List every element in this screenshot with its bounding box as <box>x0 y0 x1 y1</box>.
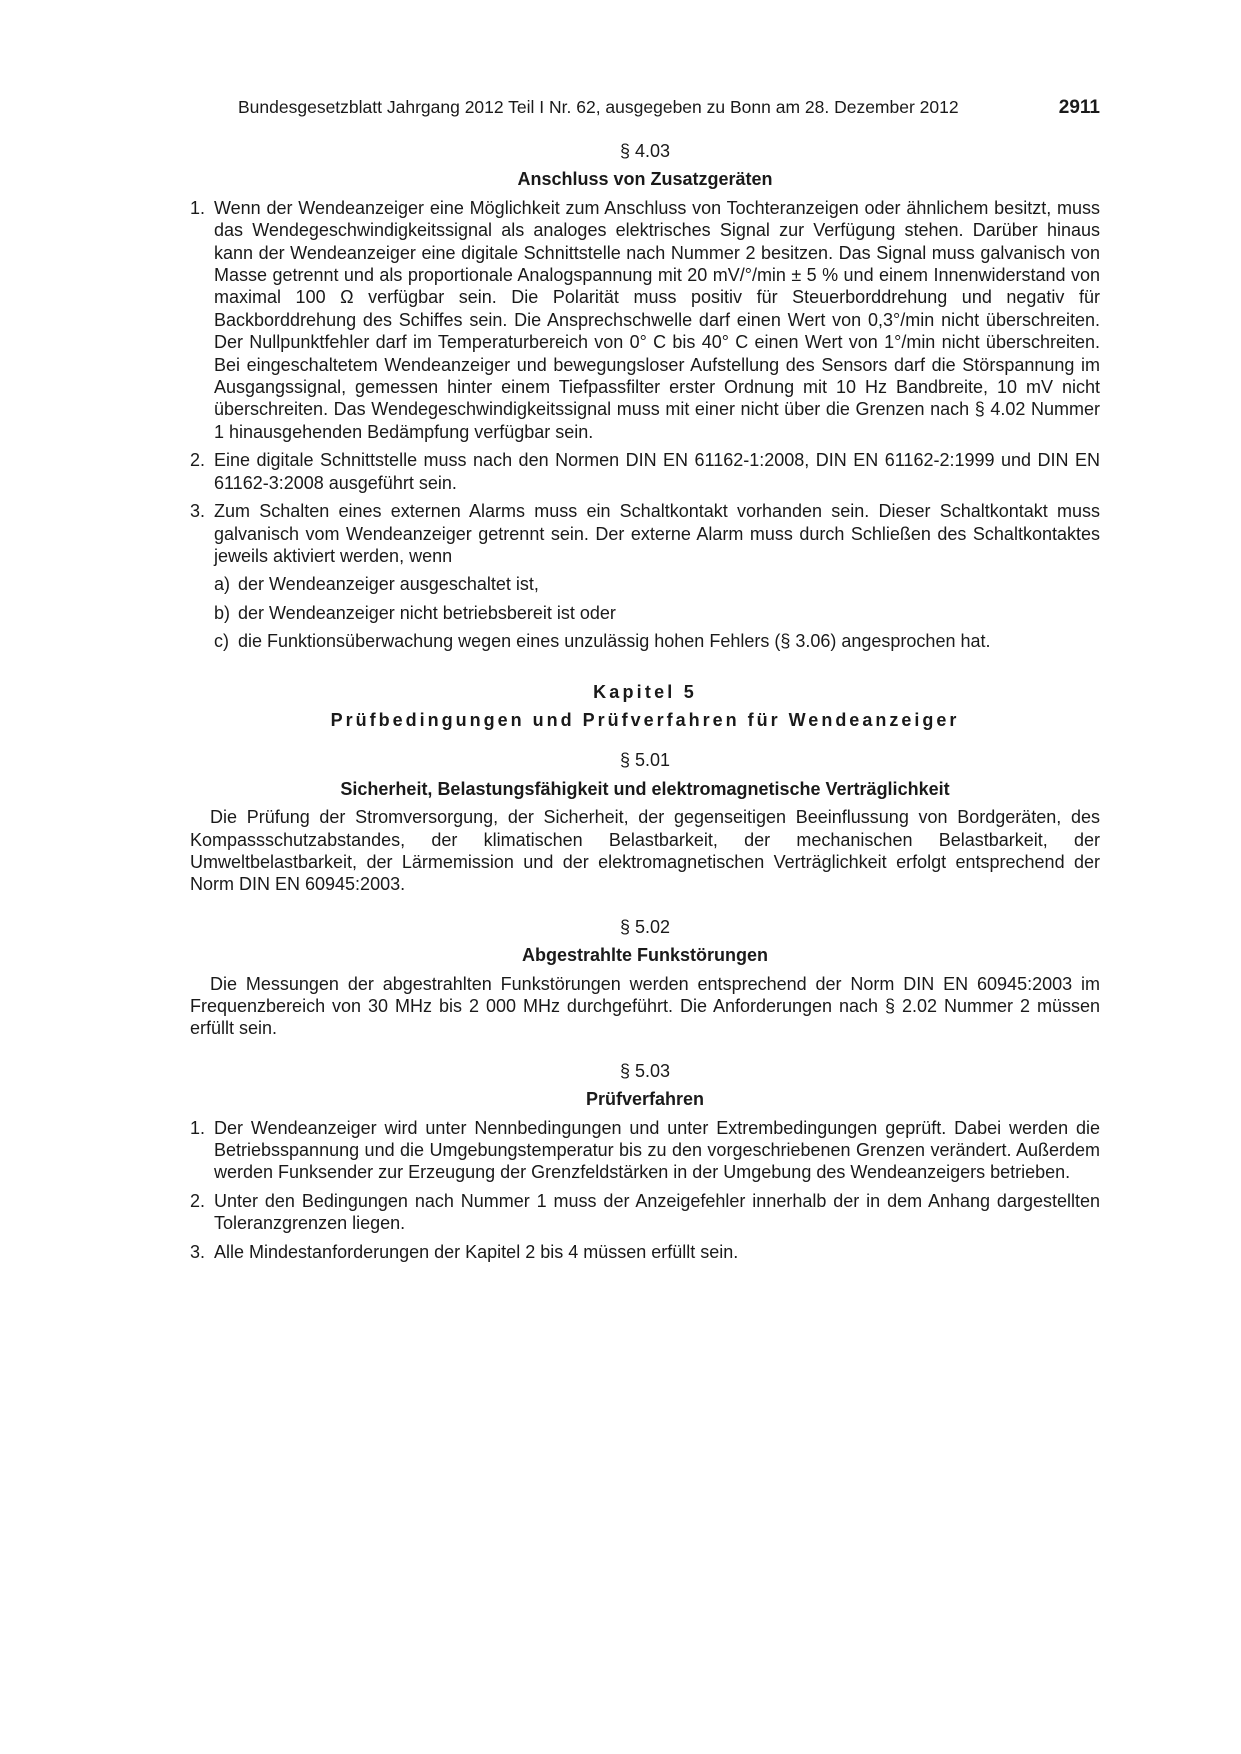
section-number: § 5.01 <box>619 750 671 771</box>
sub-list-item <box>214 602 1100 624</box>
section-5-03 <box>190 1060 1100 1263</box>
chapter-5 <box>190 681 1100 732</box>
list-item <box>190 197 1100 443</box>
item-number: 2. <box>190 450 206 471</box>
item-number: 1. <box>190 197 206 218</box>
item-number: 3. <box>190 1241 206 1262</box>
sub-item-letter: a) <box>214 574 231 595</box>
section-number: § 4.03 <box>619 141 671 161</box>
sub-item-letter: c) <box>214 631 229 652</box>
gazette-title: Bundesgesetzblatt Jahrgang 2012 Teil I Nr. 62, ausgegeben zu Bonn am 28. Dezember 2012 <box>238 97 959 117</box>
list-item <box>190 500 1100 567</box>
section-4-03 <box>190 140 1100 653</box>
sub-item-letter: b) <box>214 602 231 623</box>
sub-list-item <box>214 630 1100 652</box>
section-title: Sicherheit, Belastungsfähigkeit und elektromagnetische Verträglichkeit <box>340 778 950 799</box>
document-page <box>190 96 1100 1269</box>
sub-item-text: der Wendeanzeiger nicht betriebsbereit ist oder <box>238 602 616 623</box>
chapter-label: Kapitel 5 <box>593 681 697 702</box>
section-title: Prüfverfahren <box>585 1089 705 1110</box>
list-item <box>190 1190 1100 1235</box>
section-title: Anschluss von Zusatzgeräten <box>517 169 773 190</box>
page-header <box>190 96 1100 126</box>
item-number: 3. <box>190 501 206 522</box>
section-5-01 <box>190 749 1100 895</box>
item-text: Unter den Bedingungen nach Nummer 1 muss der Anzeigefehler innerhalb der in dem Anhang dargestellten Toleranzgrenzen liegen. <box>214 1190 1100 1234</box>
item-text: Der Wendeanzeiger wird unter Nennbedingungen und unter Extrembedingungen geprüft. Dabei werden die Betriebsspannung und die Umgebungstemperatur bis zu den vorgeschriebenen Grenzen verändert. Außerdem werden Funksender zur Erzeugung der Grenzfeldstärken in der Umgebung des Wendeanzeigers betrieben. <box>214 1117 1100 1183</box>
section-number: § 5.03 <box>619 1060 671 1081</box>
list-item <box>190 449 1100 494</box>
item-text: Zum Schalten eines externen Alarms muss ein Schaltkontakt vorhanden sein. Dieser Schaltkontakt muss galvanisch vom Wendeanzeiger getrennt sein. Der externe Alarm muss durch Schließen des Schaltkontaktes jeweils aktiviert werden, wenn <box>214 501 1100 566</box>
list-item <box>190 1241 1100 1263</box>
section-paragraph: Die Messungen der abgestrahlten Funkstörungen werden entsprechend der Norm DIN EN 60945:2003 im Frequenzbereich von 30 MHz bis 2 000 MHz durchgeführt. Die Anforderungen nach § 2.02 Nummer 2 müssen erfüllt sein. <box>190 973 1100 1039</box>
page-number: 2911 <box>1058 97 1100 118</box>
item-text: Eine digitale Schnittstelle muss nach den Normen DIN EN 61162-1:2008, DIN EN 61162-2:1999 und DIN EN 61162-3:2008 ausgeführt sein. <box>214 450 1100 493</box>
section-5-02 <box>190 916 1100 1040</box>
sub-item-text: der Wendeanzeiger ausgeschaltet ist, <box>238 574 539 595</box>
sub-list-item <box>214 573 1100 595</box>
sub-item-text: die Funktionsüberwachung wegen eines unzulässig hohen Fehlers (§ 3.06) angesprochen hat. <box>238 631 991 652</box>
section-title: Abgestrahlte Funkstörungen <box>521 945 768 966</box>
item-number: 2. <box>190 1190 206 1211</box>
item-text: Wenn der Wendeanzeiger eine Möglichkeit zum Anschluss von Tochteranzeigen oder ähnlichem besitzt, muss das Wendegeschwindigkeitssignal als analoges elektrisches Signal zur Verfügung stehen. Darüber hinaus kann der Wendeanzeiger eine digitale Schnittstelle nach Nummer 2 besitzen. Das Signal muss galvanisch von Masse getrennt und als proportionale Analogspannung mit 20 mV/°/min ± 5 % und einem Innenwiderstand von maximal 100 Ω verfügbar sein. Die Polarität muss positiv für Steuerborddrehung und negativ für Backborddrehung des Schiffes sein. Die Ansprechschwelle darf einen Wert von 0,3°/min nicht überschreiten. Der Nullpunktfehler darf im Temperaturbereich von 0° C bis 40° C einen Wert von 1°/min nicht überschreiten. Bei eingeschaltetem Wendeanzeiger und bewegungsloser Aufstellung des Sensors darf die Störspannung im Ausgangssignal, gemessen hinter einem Tiefpassfilter erster Ordnung mit 10 Hz Bandbreite, 10 mV nicht überschreiten. Das Wendegeschwindigkeitssignal muss mit einer nicht über die Grenzen nach § 4.02 Nummer 1 hinausgehenden Bedämpfung verfügbar sein. <box>214 197 1100 442</box>
section-paragraph: Die Prüfung der Stromversorgung, der Sicherheit, der gegenseitigen Beeinflussung von Bordgeräten, des Kompassschutzabstandes, der klimatischen Belastbarkeit, der mechanischen Belastbarkeit, der Umweltbelastbarkeit, der Lärmemission und der elektromagnetischen Verträglichkeit erfolgt entsprechend der Norm DIN EN 60945:2003. <box>190 807 1100 895</box>
item-text: Alle Mindestanforderungen der Kapitel 2 bis 4 müssen erfüllt sein. <box>214 1241 739 1262</box>
section-number: § 5.02 <box>619 916 671 937</box>
item-number: 1. <box>190 1117 206 1138</box>
list-item <box>190 1117 1100 1184</box>
chapter-title: Prüfbedingungen und Prüfverfahren für Wendeanzeiger <box>330 709 960 730</box>
